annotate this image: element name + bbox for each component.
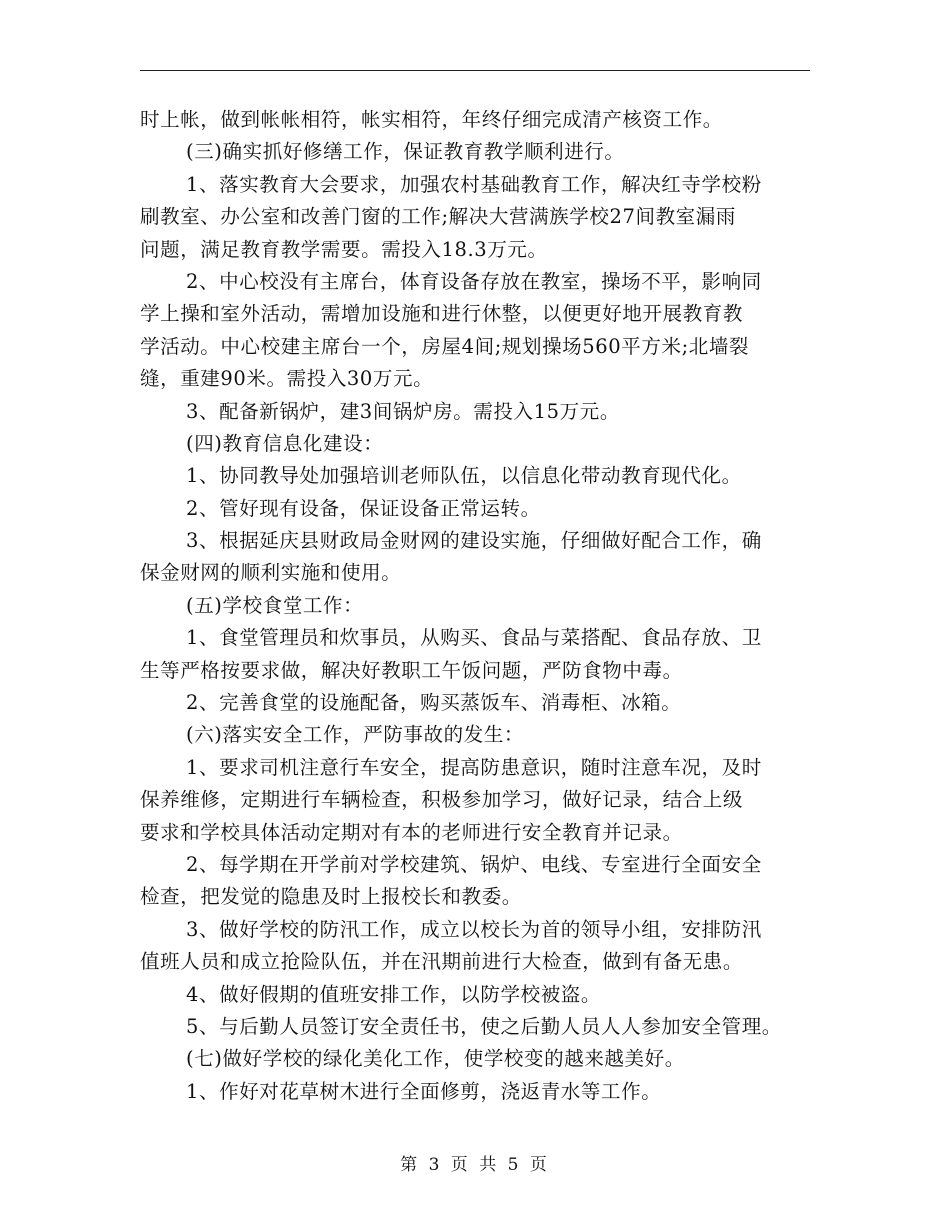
text-line: (六)落实安全工作，严防事故的发生：: [186, 723, 525, 747]
text-line: 4、做好假期的值班安排工作，以防学校被盗。: [186, 982, 602, 1006]
text-line: 2、完善食堂的设施配备，购买蒸饭车、消毒柜、冰箱。: [186, 691, 682, 715]
text-line: 学活动。中心校建主席台一个，房屋4间;规划操场560平方米;北墙裂: [140, 334, 750, 358]
text-line: (五)学校食堂工作：: [186, 593, 364, 617]
text-line: 生等严格按要求做，解决好教职工午饭问题，严防食物中毒。: [140, 658, 683, 682]
text-line: 1、协同教导处加强培训老师队伍，以信息化带动教育现代化。: [186, 464, 742, 488]
text-line: 1、要求司机注意行车安全，提高防患意识，随时注意车况，及时: [186, 755, 762, 779]
text-line: 1、作好对花草树木进行全面修剪，浇返青水等工作。: [186, 1079, 662, 1103]
text-line: 缝，重建90米。需投入30万元。: [140, 367, 434, 391]
text-line: 值班人员和成立抢险队伍，并在汛期前进行大检查，做到有备无患。: [140, 950, 744, 974]
text-line: (七)做好学校的绿化美化工作，使学校变的越来越美好。: [186, 1047, 685, 1071]
text-line: 1、落实教育大会要求，加强农村基础教育工作，解决红寺学校粉: [186, 172, 762, 196]
text-line: (四)教育信息化建设：: [186, 431, 384, 455]
text-line: (三)确实抓好修缮工作，保证教育教学顺利进行。: [186, 140, 625, 164]
text-line: 保养维修，定期进行车辆检查，积极参加学习，做好记录，结合上级: [140, 788, 744, 812]
text-line: 3、配备新锅炉，建3间锅炉房。需投入15万元。: [186, 399, 620, 423]
text-line: 3、根据延庆县财政局金财网的建设实施，仔细做好配合工作，确: [186, 529, 762, 553]
text-line: 学上操和室外活动，需增加设施和进行休整，以便更好地开展教育教: [140, 302, 744, 326]
document-body: [140, 104, 820, 1108]
text-line: 2、每学期在开学前对学校建筑、锅炉、电线、专室进行全面安全: [186, 852, 762, 876]
text-line: 要求和学校具体活动定期对有本的老师进行安全教育并记录。: [140, 820, 683, 844]
text-line: 3、做好学校的防汛工作，成立以校长为首的领导小组，安排防汛: [186, 917, 762, 941]
text-line: 时上帐，做到帐帐相符，帐实相符，年终仔细完成清产核资工作。: [140, 108, 723, 131]
header-rule: [140, 70, 810, 71]
text-line: 检查，把发觉的隐患及时上报校长和教委。: [140, 885, 522, 909]
text-line: 问题，满足教育教学需要。需投入18.3万元。: [140, 237, 548, 261]
text-line: 保金财网的顺利实施和使用。: [140, 561, 402, 585]
text-line: 2、中心校没有主席台，体育设备存放在教室，操场不平，影响同: [186, 269, 762, 293]
text-line: 5、与后勤人员签订安全责任书，使之后勤人员人人参加安全管理。: [186, 1014, 782, 1038]
text-line: 1、食堂管理员和炊事员，从购买、食品与菜搭配、食品存放、卫: [186, 626, 762, 650]
text-line: 2、管好现有设备，保证设备正常运转。: [186, 496, 541, 520]
page-footer: 第 3 页 共 5 页: [400, 1155, 550, 1175]
text-line: 刷教室、办公室和改善门窗的工作;解决大营满族学校27间教室漏雨: [140, 205, 736, 229]
